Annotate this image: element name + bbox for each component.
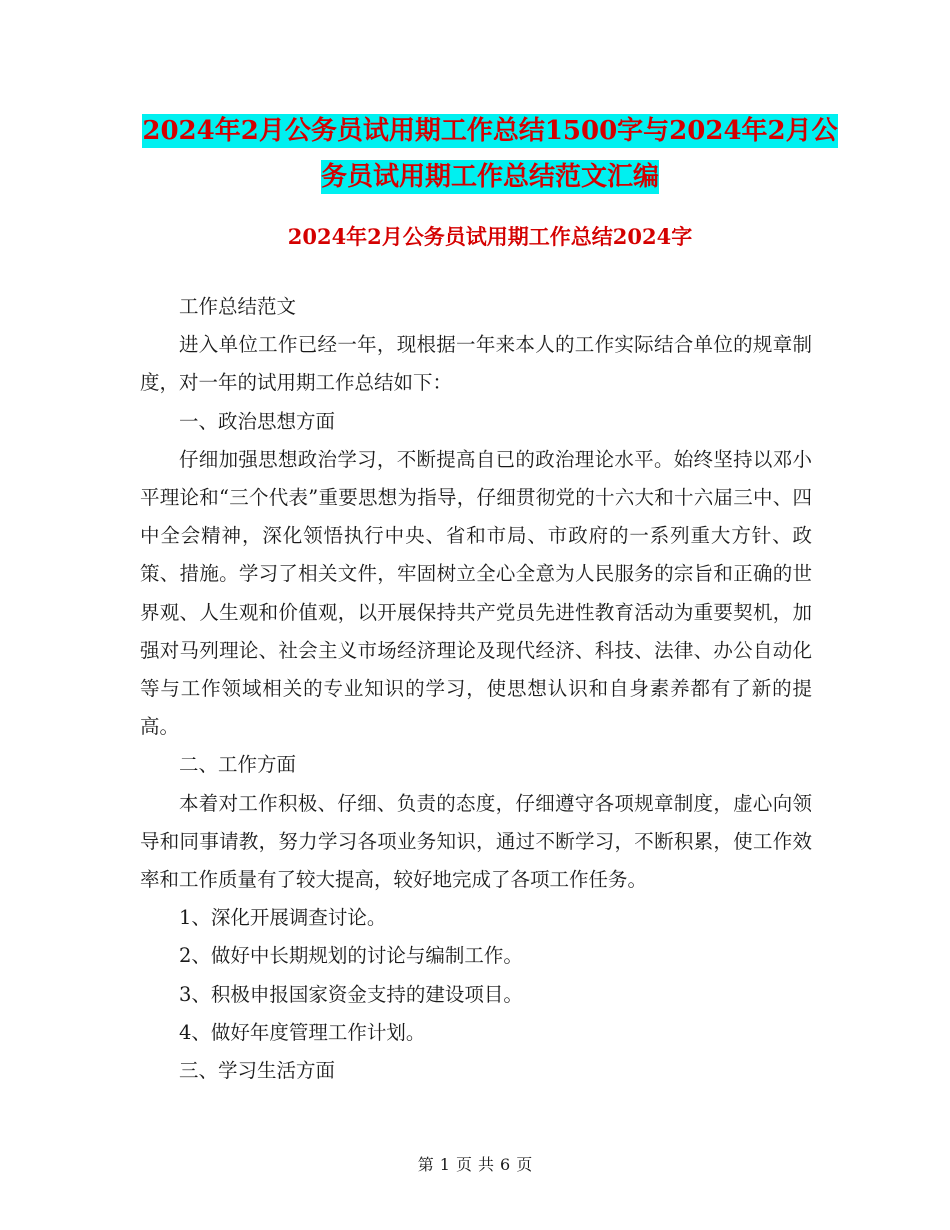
list-item-1: 1、深化开展调查讨论。 <box>179 906 387 930</box>
paragraph-work: 本着对工作积极、仔细、负责的态度，仔细遵守各项规章制度，虚心向领导和同事请教，努力学习各项业务知识，通过不断学习，不断积累，使工作效率和工作质量有了较大提高，较好地完成了各项工作任务。 <box>140 791 812 892</box>
footer-page-label: 页 <box>455 1155 472 1174</box>
list-item-4: 4、做好年度管理工作计划。 <box>179 1020 426 1044</box>
list-item-3: 3、积极申报国家资金支持的建设项目。 <box>179 982 523 1006</box>
main-title-text: 2024年2月公务员试用期工作总结1500字与2024年2月公务员试用期工作总结范文汇编 <box>142 116 838 192</box>
footer-suffix: 页 <box>516 1155 533 1174</box>
section-heading-political: 一、政治思想方面 <box>179 409 336 433</box>
footer-total-label: 共 <box>478 1155 495 1174</box>
footer-total-pages: 6 <box>500 1155 511 1174</box>
section-title: 2024年2月公务员试用期工作总结2024字 <box>287 224 693 249</box>
paragraph-heading-label: 工作总结范文 <box>179 295 297 318</box>
body-text <box>140 288 812 1090</box>
paragraph-political: 仔细加强思想政治学习，不断提高自已的政治理论水平。始终坚持以邓小平理论和“三个代表”重要思想为指导，仔细贯彻党的十六大和十六届三中、四中全会精神，深化领悟执行中央、省和市局、市政府的一系列重大方针、政策、措施。学习了相关文件，牢固树立全心全意为人民服务的宗旨和正确的世界观、人生观和价值观，以开展保持共产党员先进性教育活动为重要契机，加强对马列理论、社会主义市场经济理论及现代经济、科技、法律、办公自动化等与工作领域相关的专业知识的学习，使思想认识和自身素养都有了新的提高。 <box>140 447 812 739</box>
footer-prefix: 第 <box>417 1155 434 1174</box>
main-title <box>140 108 840 200</box>
section-heading-study: 三、学习生活方面 <box>179 1059 336 1083</box>
page-footer <box>0 1152 950 1175</box>
list-item-2: 2、做好中长期规划的讨论与编制工作。 <box>179 944 523 968</box>
footer-current-page: 1 <box>439 1155 450 1174</box>
section-heading-work: 二、工作方面 <box>179 753 297 777</box>
paragraph-intro: 进入单位工作已经一年，现根据一年来本人的工作实际结合单位的规章制度，对一年的试用期工作总结如下： <box>140 333 812 395</box>
